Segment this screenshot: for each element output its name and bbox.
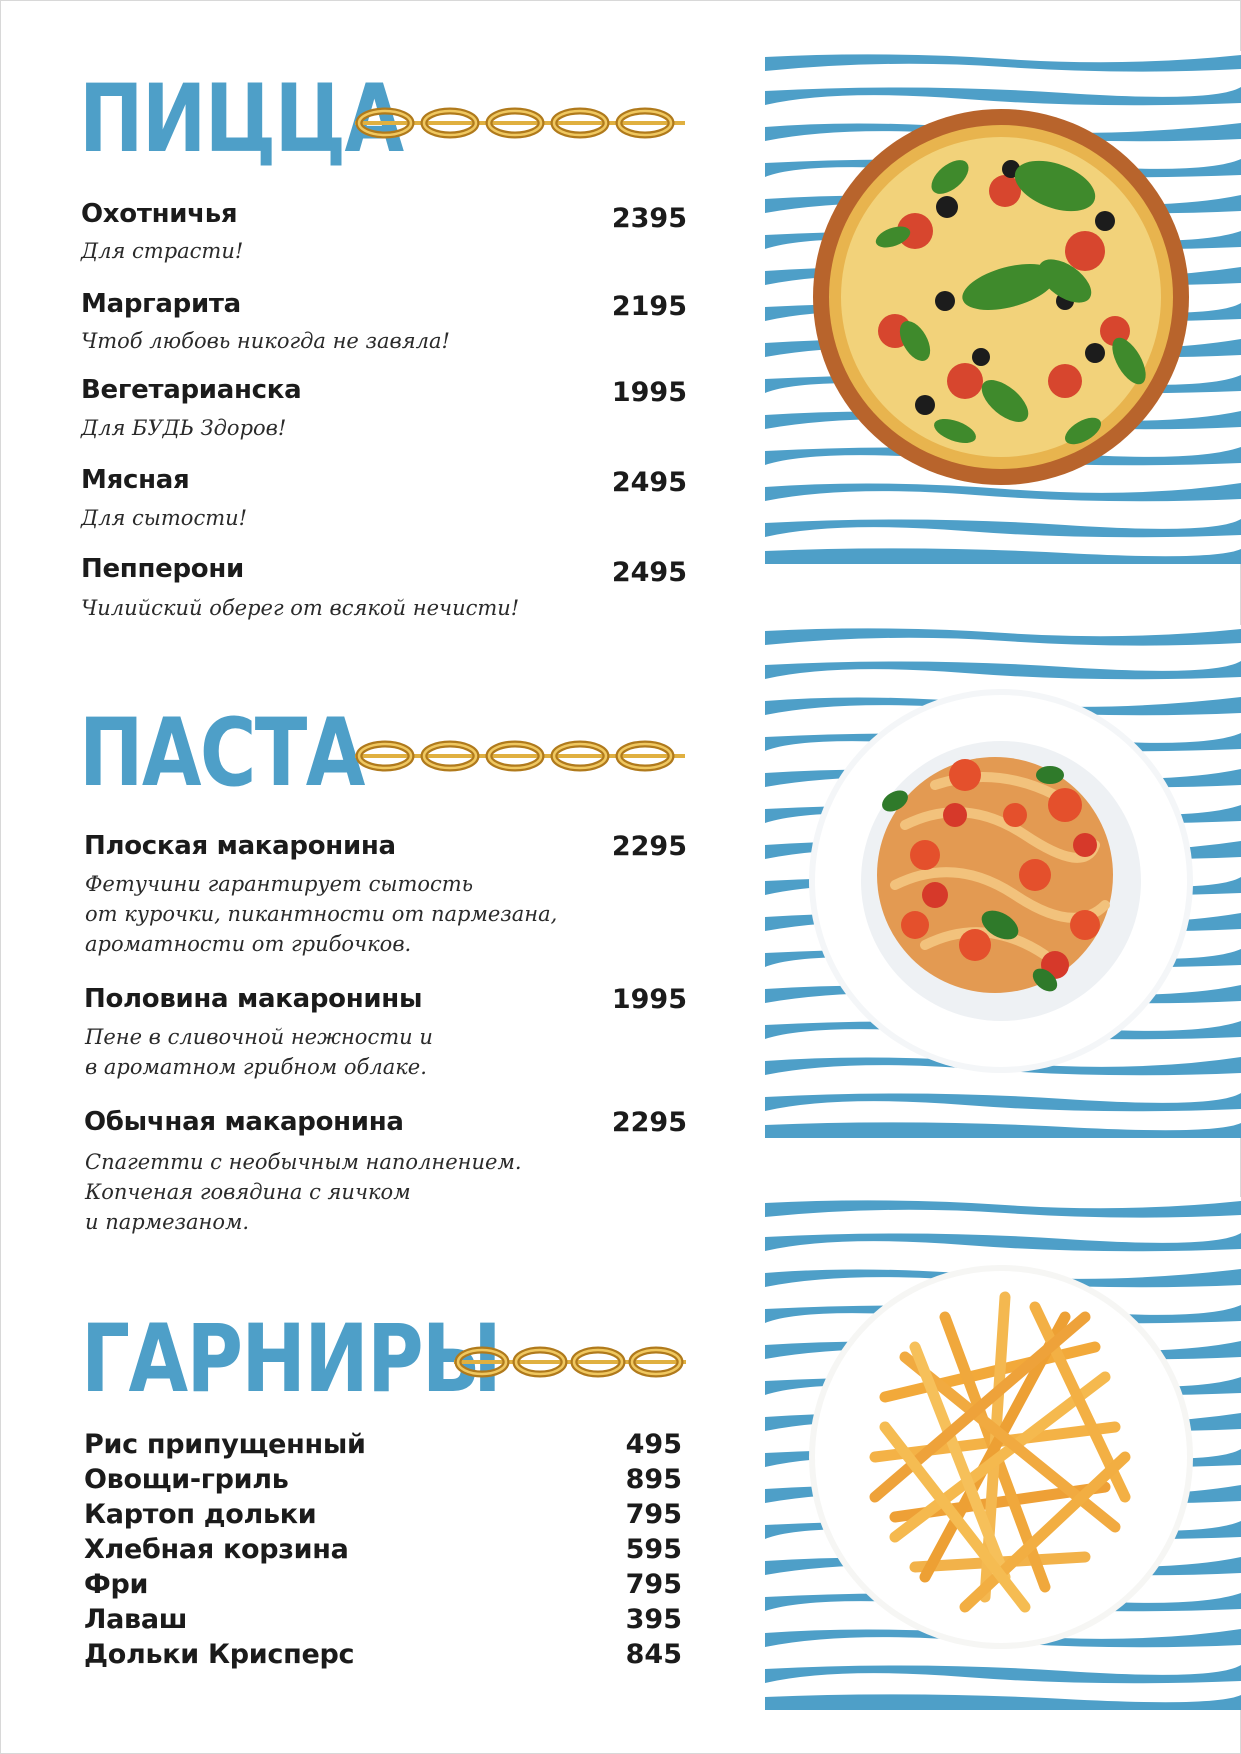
menu-item-name: Половина макаронины [84, 984, 423, 1014]
chain-decoration-icon [454, 1344, 686, 1380]
menu-item-name: Обычная макаронина [84, 1107, 404, 1137]
chain-decoration-icon [355, 105, 685, 141]
menu-item-description: Для страсти! [81, 239, 244, 263]
menu-item-description: Чилийский оберег от всякой нечисти! [81, 596, 520, 620]
menu-item-name: Охотничья [81, 199, 238, 229]
menu-item-price: 2495 [611, 557, 687, 588]
menu-item-description: Фетучини гарантирует сытость от курочки, пикантности от пармезана, ароматности от грибочков. [85, 872, 558, 956]
side-item-name: Овощи-гриль [84, 1464, 289, 1495]
pasta-section-title: ПАСТА [79, 699, 364, 808]
menu-item-description: Для сытости! [81, 506, 248, 530]
menu-item-description: Для БУДЬ Здоров! [81, 416, 287, 440]
menu-item-name: Вегетарианска [81, 375, 302, 405]
side-item-name: Хлебная корзина [84, 1534, 349, 1565]
menu-item-price: 2395 [611, 203, 687, 234]
menu-item-name: Плоская макаронина [84, 831, 396, 861]
sides-section-title: ГАРНИРЫ [81, 1305, 501, 1414]
menu-item-price: 1995 [611, 984, 687, 1015]
side-item-name: Дольки Крисперс [84, 1639, 355, 1670]
menu-item-description: Спагетти с необычным наполнением. Копченая говядина с яичком и пармезаном. [85, 1150, 522, 1234]
pizza-photo-icon [765, 51, 1241, 564]
menu-item-description: Пене в сливочной нежности и в ароматном грибном облаке. [85, 1025, 433, 1079]
menu-item-description: Чтоб любовь никогда не завяла! [81, 329, 450, 353]
menu-item-price: 2295 [611, 831, 687, 862]
side-item-name: Фри [84, 1569, 149, 1600]
side-item-name: Лаваш [84, 1604, 188, 1635]
chain-decoration-icon [355, 738, 685, 774]
side-item-price: 795 [625, 1499, 682, 1530]
side-item-price: 395 [625, 1604, 682, 1635]
side-item-name: Картоп дольки [84, 1499, 317, 1530]
side-item-price: 795 [625, 1569, 682, 1600]
menu-item-price: 2295 [611, 1107, 687, 1138]
menu-item-price: 2195 [611, 291, 687, 322]
side-item-price: 495 [625, 1429, 682, 1460]
side-item-name: Рис припущенный [84, 1429, 366, 1460]
side-item-price: 595 [625, 1534, 682, 1565]
menu-item-name: Мясная [81, 465, 190, 495]
side-item-price: 845 [625, 1639, 682, 1670]
fries-plate-photo-icon [765, 1197, 1241, 1710]
menu-item-name: Пепперони [81, 554, 244, 584]
menu-item-price: 2495 [611, 467, 687, 498]
side-item-price: 895 [625, 1464, 682, 1495]
menu-item-price: 1995 [611, 377, 687, 408]
pasta-plate-photo-icon [765, 625, 1241, 1138]
menu-item-name: Маргарита [81, 289, 241, 319]
pizza-section-title: ПИЦЦА [79, 65, 403, 174]
